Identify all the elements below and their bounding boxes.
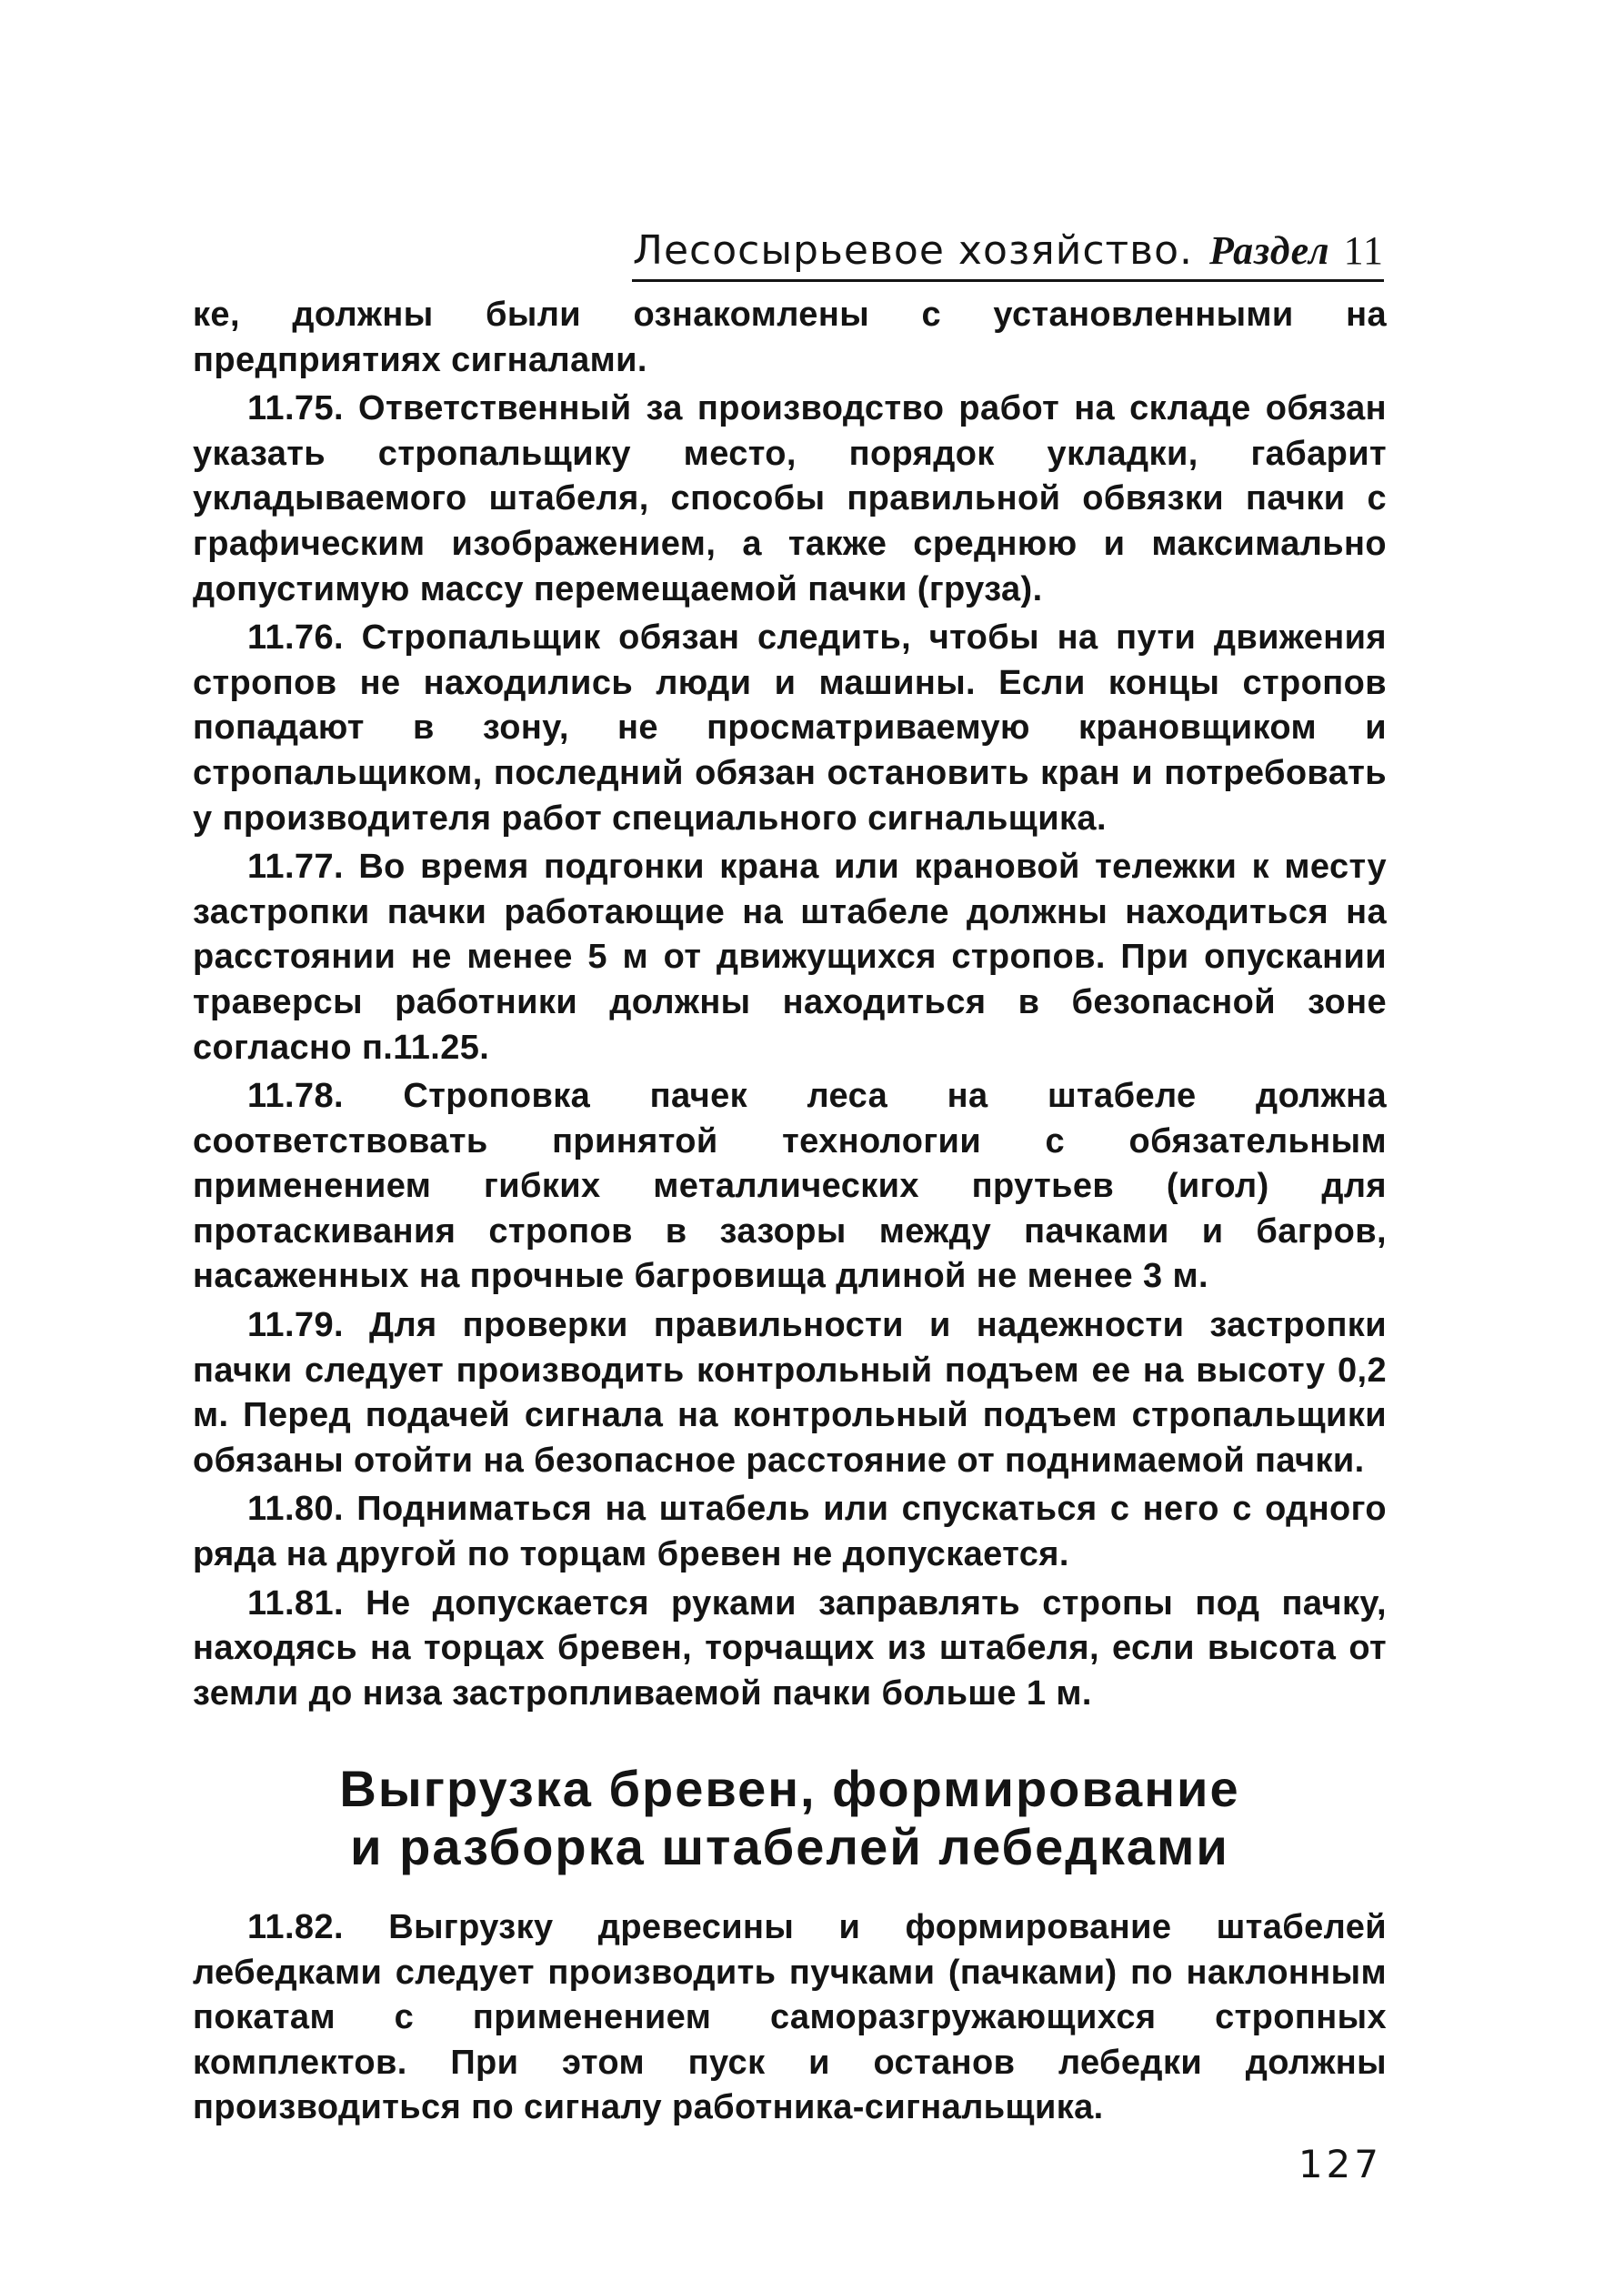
- paragraph-11-79: 11.79. Для проверки правильности и надежности застропки пачки следует производить контрольный подъем ее на высоту 0,2 м. Перед подачей сигнала на контрольный подъем стропальщики обязаны отойти на безопасное расстояние от поднимаемой пачки.: [193, 1306, 1387, 1480]
- page-number: 127: [1298, 2142, 1382, 2186]
- section-heading-line-1: Выгрузка бревен, формирование: [339, 1760, 1240, 1817]
- section-heading: [193, 1760, 1387, 1876]
- paragraph-11-75: 11.75. Ответственный за производство работ на складе обязан указать стропальщику место, порядок укладки, габарит укладываемого штабеля, способы правильной обвязки пачки с графическим изображением, а также среднюю и максимально допустимую массу перемещаемой пачки (груза).: [193, 389, 1387, 608]
- header-title: Лесосырьевое хозяйство.: [632, 227, 1193, 274]
- header-section-number: 11: [1343, 228, 1384, 273]
- section-heading-line-2: и разборка штабелей лебедками: [350, 1818, 1229, 1875]
- body-text-after-heading: [193, 1905, 1387, 2131]
- paragraph-11-81: 11.81. Не допускается руками заправлять стропы под пачку, находясь на торцах бревен, торчащих из штабеля, если высота от земли до низа застропливаемой пачки больше 1 м.: [193, 1583, 1387, 1713]
- body-text: [193, 293, 1387, 1720]
- header-section-label: Раздел: [1208, 228, 1330, 273]
- header-rule: [632, 279, 1384, 282]
- paragraph-11-82: 11.82. Выгрузку древесины и формирование штабелей лебедками следует производить пучками (пачками) по наклонным покатам с применением саморазгружающихся стропных комплектов. При этом пуск и останов лебедки должны производиться по сигналу работника-сигнальщика.: [193, 1908, 1387, 2127]
- paragraph-11-77: 11.77. Во время подгонки крана или крановой тележки к месту застропки пачки работающие на штабеле должны находиться на расстоянии не менее 5 м от движущихся стропов. При опускании траверсы работники должны находиться в безопасной зоне согласно п.11.25.: [193, 848, 1387, 1067]
- paragraph-11-80: 11.80. Подниматься на штабель или спускаться с него с одного ряда на другой по торцам бревен не допускается.: [193, 1490, 1387, 1574]
- paragraph-continuation: ке, должны были ознакомлены с установленными на предприятиях сигналами.: [193, 296, 1387, 379]
- running-header: [186, 227, 1384, 275]
- paragraph-11-78: 11.78. Строповка пачек леса на штабеле должна соответствовать принятой технологии с обязательным применением гибких металлических прутьев (игол) для протаскивания стропов в зазоры между пачками и багров, насаженных на прочные багровища длиной не менее 3 м.: [193, 1077, 1387, 1296]
- paragraph-11-76: 11.76. Стропальщик обязан следить, чтобы на пути движения стропов не находились люди и машины. Если концы стропов попадают в зону, не просматриваемую крановщиком и стропальщиком, последний обязан остановить кран и потребовать у производителя работ специального сигнальщика.: [193, 618, 1387, 838]
